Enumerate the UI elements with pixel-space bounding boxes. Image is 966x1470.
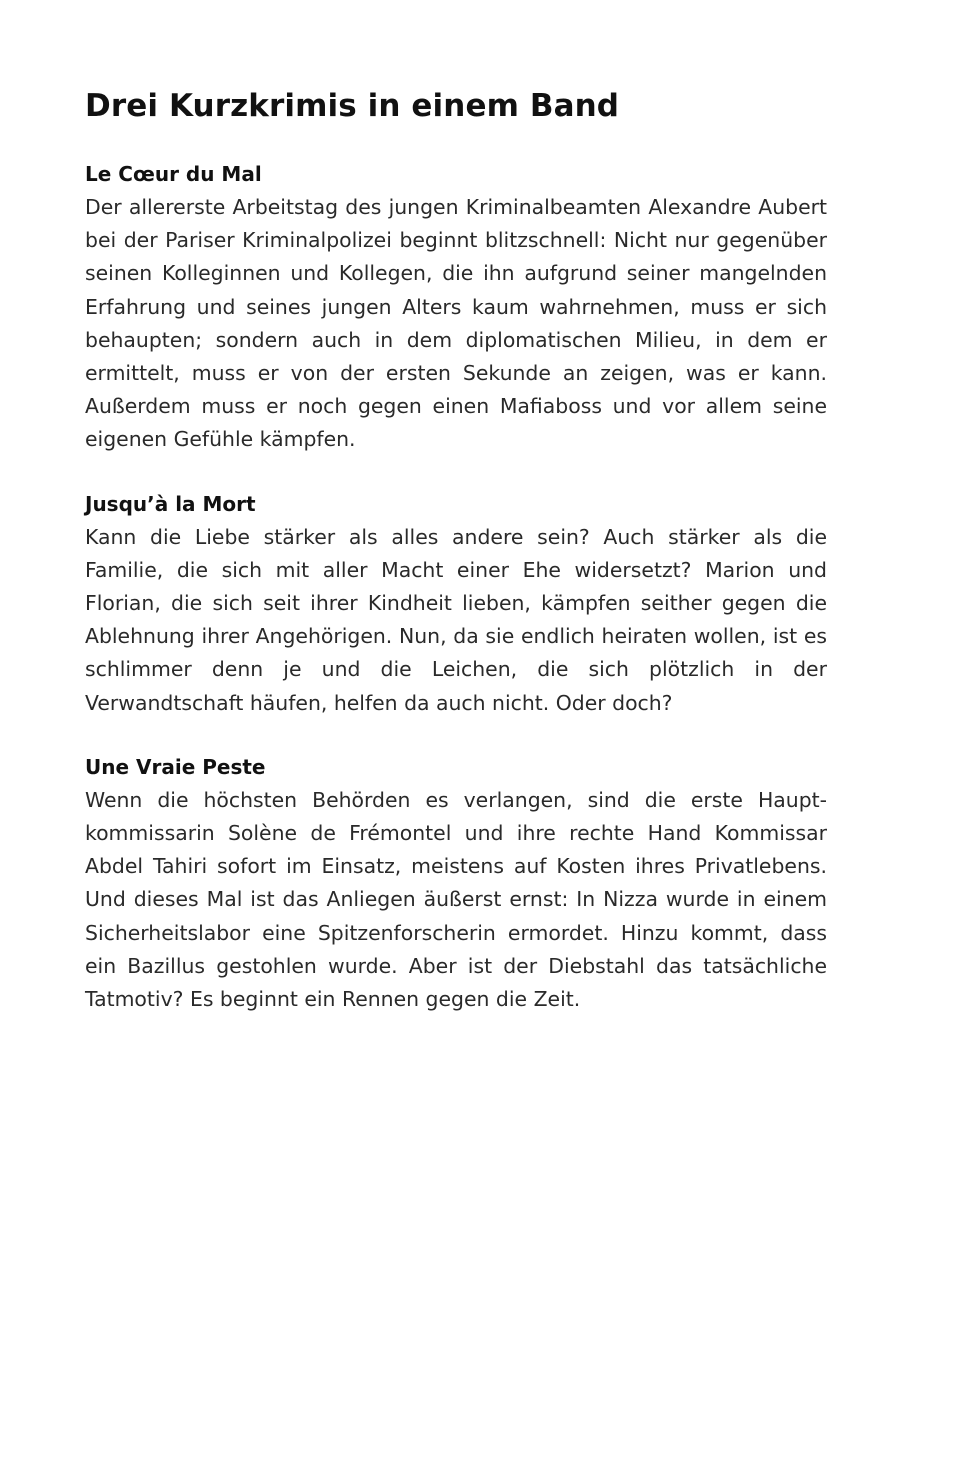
book-page	[85, 84, 827, 1047]
section-une-vraie-peste	[85, 751, 827, 1016]
section-body: Kann die Liebe stärker als alles andere sein? Auch stärker als die Familie, die sich mit aller Macht einer Ehe widersetzt? Marion und Florian, die sich seit ihrer Kindheit lieben, kämpfen seither gegen die Ablehnung ihrer Angehörigen. Nun, da sie endlich heiraten wollen, ist es schlimmer denn je und die Leichen, die sich plötzlich in der Verwandtschaft häufen, helfen da auch nicht. Oder doch?	[85, 524, 827, 715]
section-heading: Le Cœur du Mal	[85, 162, 262, 186]
page-title: Drei Kurzkrimis in einem Band	[85, 88, 620, 124]
section-heading: Une Vraie Peste	[85, 754, 266, 779]
section-body: Der allererste Arbeitstag des jungen Kriminalbeamten Alexandre Aubert bei der Pariser Kriminalpolizei beginnt blitzschnell: Nicht nur gegenüber seinen Kolleginnen und Kollegen, die ihn aufgrund seiner mangelnden Erfahrung und seines jungen Alters kaum wahrnehmen, muss er sich behaupten; sondern auch in dem diplomatischen Milieu, in dem er ermittelt, muss er von der ersten Sekunde an zeigen, was er kann. Außerdem muss er noch gegen einen Mafiaboss und vor allem seine eigenen Gefühle kämpfen.	[85, 195, 827, 452]
section-le-coeur-du-mal	[85, 158, 827, 457]
section-jusqu-a-la-mort	[85, 488, 827, 720]
section-heading: Jusqu’à la Mort	[85, 491, 256, 516]
section-body: Wenn die höchsten Behörden es verlangen, sind die erste Hauptkommissarin Solène de Frémontel und ihre rechte Hand Kommissar Abdel Tahiri sofort im Einsatz, meistens auf Kosten ihres Privatlebens. Und dieses Mal ist das Anliegen äußerst ernst: In Nizza wurde in einem Sicherheitslabor eine Spitzenforscherin ermordet. Hinzu kommt, dass ein Bazillus gestohlen wurde. Aber ist der Diebstahl das tatsächliche Tatmotiv? Es beginnt ein Rennen gegen die Zeit.	[85, 787, 827, 1012]
